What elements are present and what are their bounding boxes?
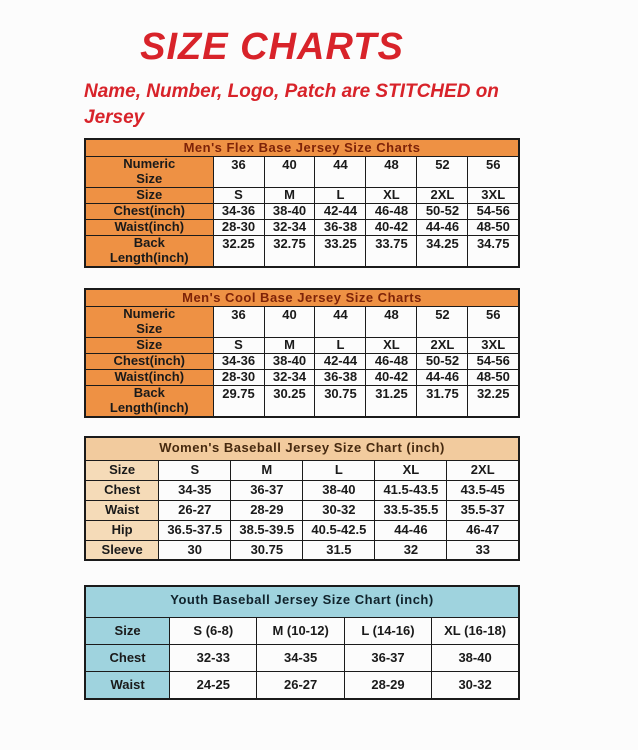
cell-value: 2XL [417, 337, 468, 353]
row-label: Chest(inch) [85, 204, 213, 220]
table-row [85, 204, 519, 220]
cell-value: 30-32 [303, 500, 375, 520]
cell-value: 40-42 [366, 220, 417, 236]
table-title: Women's Baseball Jersey Size Chart (inch) [85, 437, 519, 461]
cell-value: 28-29 [344, 672, 431, 699]
cell-value: 30 [159, 540, 231, 560]
cell-value: 34-35 [159, 480, 231, 500]
row-label: Back Length(inch) [85, 236, 213, 267]
row-label: Size [85, 337, 213, 353]
cell-value: 48 [366, 157, 417, 188]
cell-value: XL (16-18) [432, 618, 519, 645]
cell-value: 38-40 [432, 645, 519, 672]
page-title: SIZE CHARTS [140, 26, 404, 68]
cell-value: 56 [468, 307, 519, 338]
table-title: Youth Baseball Jersey Size Chart (inch) [85, 586, 519, 618]
cell-value: 34-36 [213, 204, 264, 220]
cell-value: 3XL [468, 337, 519, 353]
cell-value: 36-37 [344, 645, 431, 672]
cell-value: 31.5 [303, 540, 375, 560]
table-row [85, 540, 519, 560]
cell-value: 32-34 [264, 220, 315, 236]
table-row [85, 645, 519, 672]
row-label: Back Length(inch) [85, 385, 213, 416]
cell-value: XL [366, 337, 417, 353]
cell-value: 30.75 [231, 540, 303, 560]
cell-value: 34-35 [257, 645, 344, 672]
cell-value: 36.5-37.5 [159, 520, 231, 540]
mens-cool-base-size-table [84, 288, 520, 418]
cell-value: L [315, 337, 366, 353]
row-label: Waist [85, 500, 159, 520]
cell-value: 46-48 [366, 353, 417, 369]
cell-value: 54-56 [468, 204, 519, 220]
cell-value: 50-52 [417, 353, 468, 369]
cell-value: S [213, 188, 264, 204]
page-subtitle: Name, Number, Logo, Patch are STITCHED on Jersey [84, 81, 499, 128]
cell-value: M [264, 337, 315, 353]
cell-value: 54-56 [468, 353, 519, 369]
cell-value: 31.25 [366, 385, 417, 416]
cell-value: 46-48 [366, 204, 417, 220]
row-label: Waist(inch) [85, 220, 213, 236]
cell-value: 2XL [417, 188, 468, 204]
cell-value: 44 [315, 307, 366, 338]
table-row [85, 672, 519, 699]
cell-value: L (14-16) [344, 618, 431, 645]
cell-value: 3XL [468, 188, 519, 204]
cell-value: 26-27 [257, 672, 344, 699]
cell-value: M (10-12) [257, 618, 344, 645]
cell-value: 32.25 [213, 236, 264, 267]
cell-value: 48-50 [468, 369, 519, 385]
cell-value: 38-40 [264, 204, 315, 220]
cell-value: 38-40 [303, 480, 375, 500]
cell-value: 32.75 [264, 236, 315, 267]
row-label: Waist(inch) [85, 369, 213, 385]
cell-value: 33.75 [366, 236, 417, 267]
cell-value: S [213, 337, 264, 353]
cell-value: 38-40 [264, 353, 315, 369]
cell-value: 43.5-45 [447, 480, 519, 500]
cell-value: 32.25 [468, 385, 519, 416]
table-title-row [85, 586, 519, 618]
table-row [85, 369, 519, 385]
cell-value: 28-30 [213, 220, 264, 236]
cell-value: 36 [213, 157, 264, 188]
cell-value: 33.5-35.5 [375, 500, 447, 520]
cell-value: 41.5-43.5 [375, 480, 447, 500]
table-title-row [85, 437, 519, 461]
cell-value: 56 [468, 157, 519, 188]
row-label: Chest [85, 480, 159, 500]
row-label: Chest(inch) [85, 353, 213, 369]
cell-value: 52 [417, 307, 468, 338]
cell-value: 31.75 [417, 385, 468, 416]
table-title: Men's Cool Base Jersey Size Charts [85, 289, 519, 307]
row-label: Sleeve [85, 540, 159, 560]
cell-value: 33 [447, 540, 519, 560]
cell-value: 32 [375, 540, 447, 560]
cell-value: 32-34 [264, 369, 315, 385]
cell-value: 24-25 [170, 672, 257, 699]
row-label: Numeric Size [85, 157, 213, 188]
cell-value: 2XL [447, 460, 519, 480]
table-row [85, 307, 519, 338]
cell-value: 42-44 [315, 204, 366, 220]
cell-value: 40 [264, 307, 315, 338]
cell-value: 48 [366, 307, 417, 338]
table-row [85, 385, 519, 416]
table-row [85, 618, 519, 645]
cell-value: M [231, 460, 303, 480]
cell-value: 44-46 [417, 369, 468, 385]
cell-value: 40-42 [366, 369, 417, 385]
row-label: Size [85, 618, 170, 645]
cell-value: 30.25 [264, 385, 315, 416]
cell-value: 26-27 [159, 500, 231, 520]
cell-value: 36 [213, 307, 264, 338]
table-row [85, 480, 519, 500]
table-row [85, 500, 519, 520]
table-row [85, 337, 519, 353]
cell-value: 32-33 [170, 645, 257, 672]
cell-value: 42-44 [315, 353, 366, 369]
cell-value: M [264, 188, 315, 204]
cell-value: 30-32 [432, 672, 519, 699]
cell-value: S [159, 460, 231, 480]
table-title-row [85, 289, 519, 307]
table-title-row [85, 139, 519, 157]
cell-value: 34-36 [213, 353, 264, 369]
cell-value: 40 [264, 157, 315, 188]
table-row [85, 157, 519, 188]
youth-baseball-size-table [84, 585, 520, 700]
cell-value: 36-38 [315, 369, 366, 385]
row-label: Numeric Size [85, 307, 213, 338]
cell-value: 44-46 [417, 220, 468, 236]
cell-value: L [303, 460, 375, 480]
cell-value: 28-30 [213, 369, 264, 385]
cell-value: XL [375, 460, 447, 480]
cell-value: 38.5-39.5 [231, 520, 303, 540]
table-row [85, 188, 519, 204]
table-title: Men's Flex Base Jersey Size Charts [85, 139, 519, 157]
cell-value: 44 [315, 157, 366, 188]
table-row [85, 236, 519, 267]
cell-value: 36-38 [315, 220, 366, 236]
cell-value: 29.75 [213, 385, 264, 416]
cell-value: L [315, 188, 366, 204]
table-row [85, 460, 519, 480]
row-label: Size [85, 460, 159, 480]
cell-value: 30.75 [315, 385, 366, 416]
cell-value: 40.5-42.5 [303, 520, 375, 540]
womens-baseball-size-table [84, 436, 520, 562]
cell-value: 36-37 [231, 480, 303, 500]
row-label: Hip [85, 520, 159, 540]
row-label: Chest [85, 645, 170, 672]
cell-value: 50-52 [417, 204, 468, 220]
mens-flex-base-size-table [84, 138, 520, 268]
cell-value: 34.25 [417, 236, 468, 267]
cell-value: 52 [417, 157, 468, 188]
row-label: Waist [85, 672, 170, 699]
cell-value: 46-47 [447, 520, 519, 540]
cell-value: 44-46 [375, 520, 447, 540]
cell-value: 28-29 [231, 500, 303, 520]
table-row [85, 353, 519, 369]
row-label: Size [85, 188, 213, 204]
cell-value: 48-50 [468, 220, 519, 236]
cell-value: S (6-8) [170, 618, 257, 645]
cell-value: 35.5-37 [447, 500, 519, 520]
table-row [85, 220, 519, 236]
cell-value: 34.75 [468, 236, 519, 267]
table-row [85, 520, 519, 540]
cell-value: 33.25 [315, 236, 366, 267]
cell-value: XL [366, 188, 417, 204]
